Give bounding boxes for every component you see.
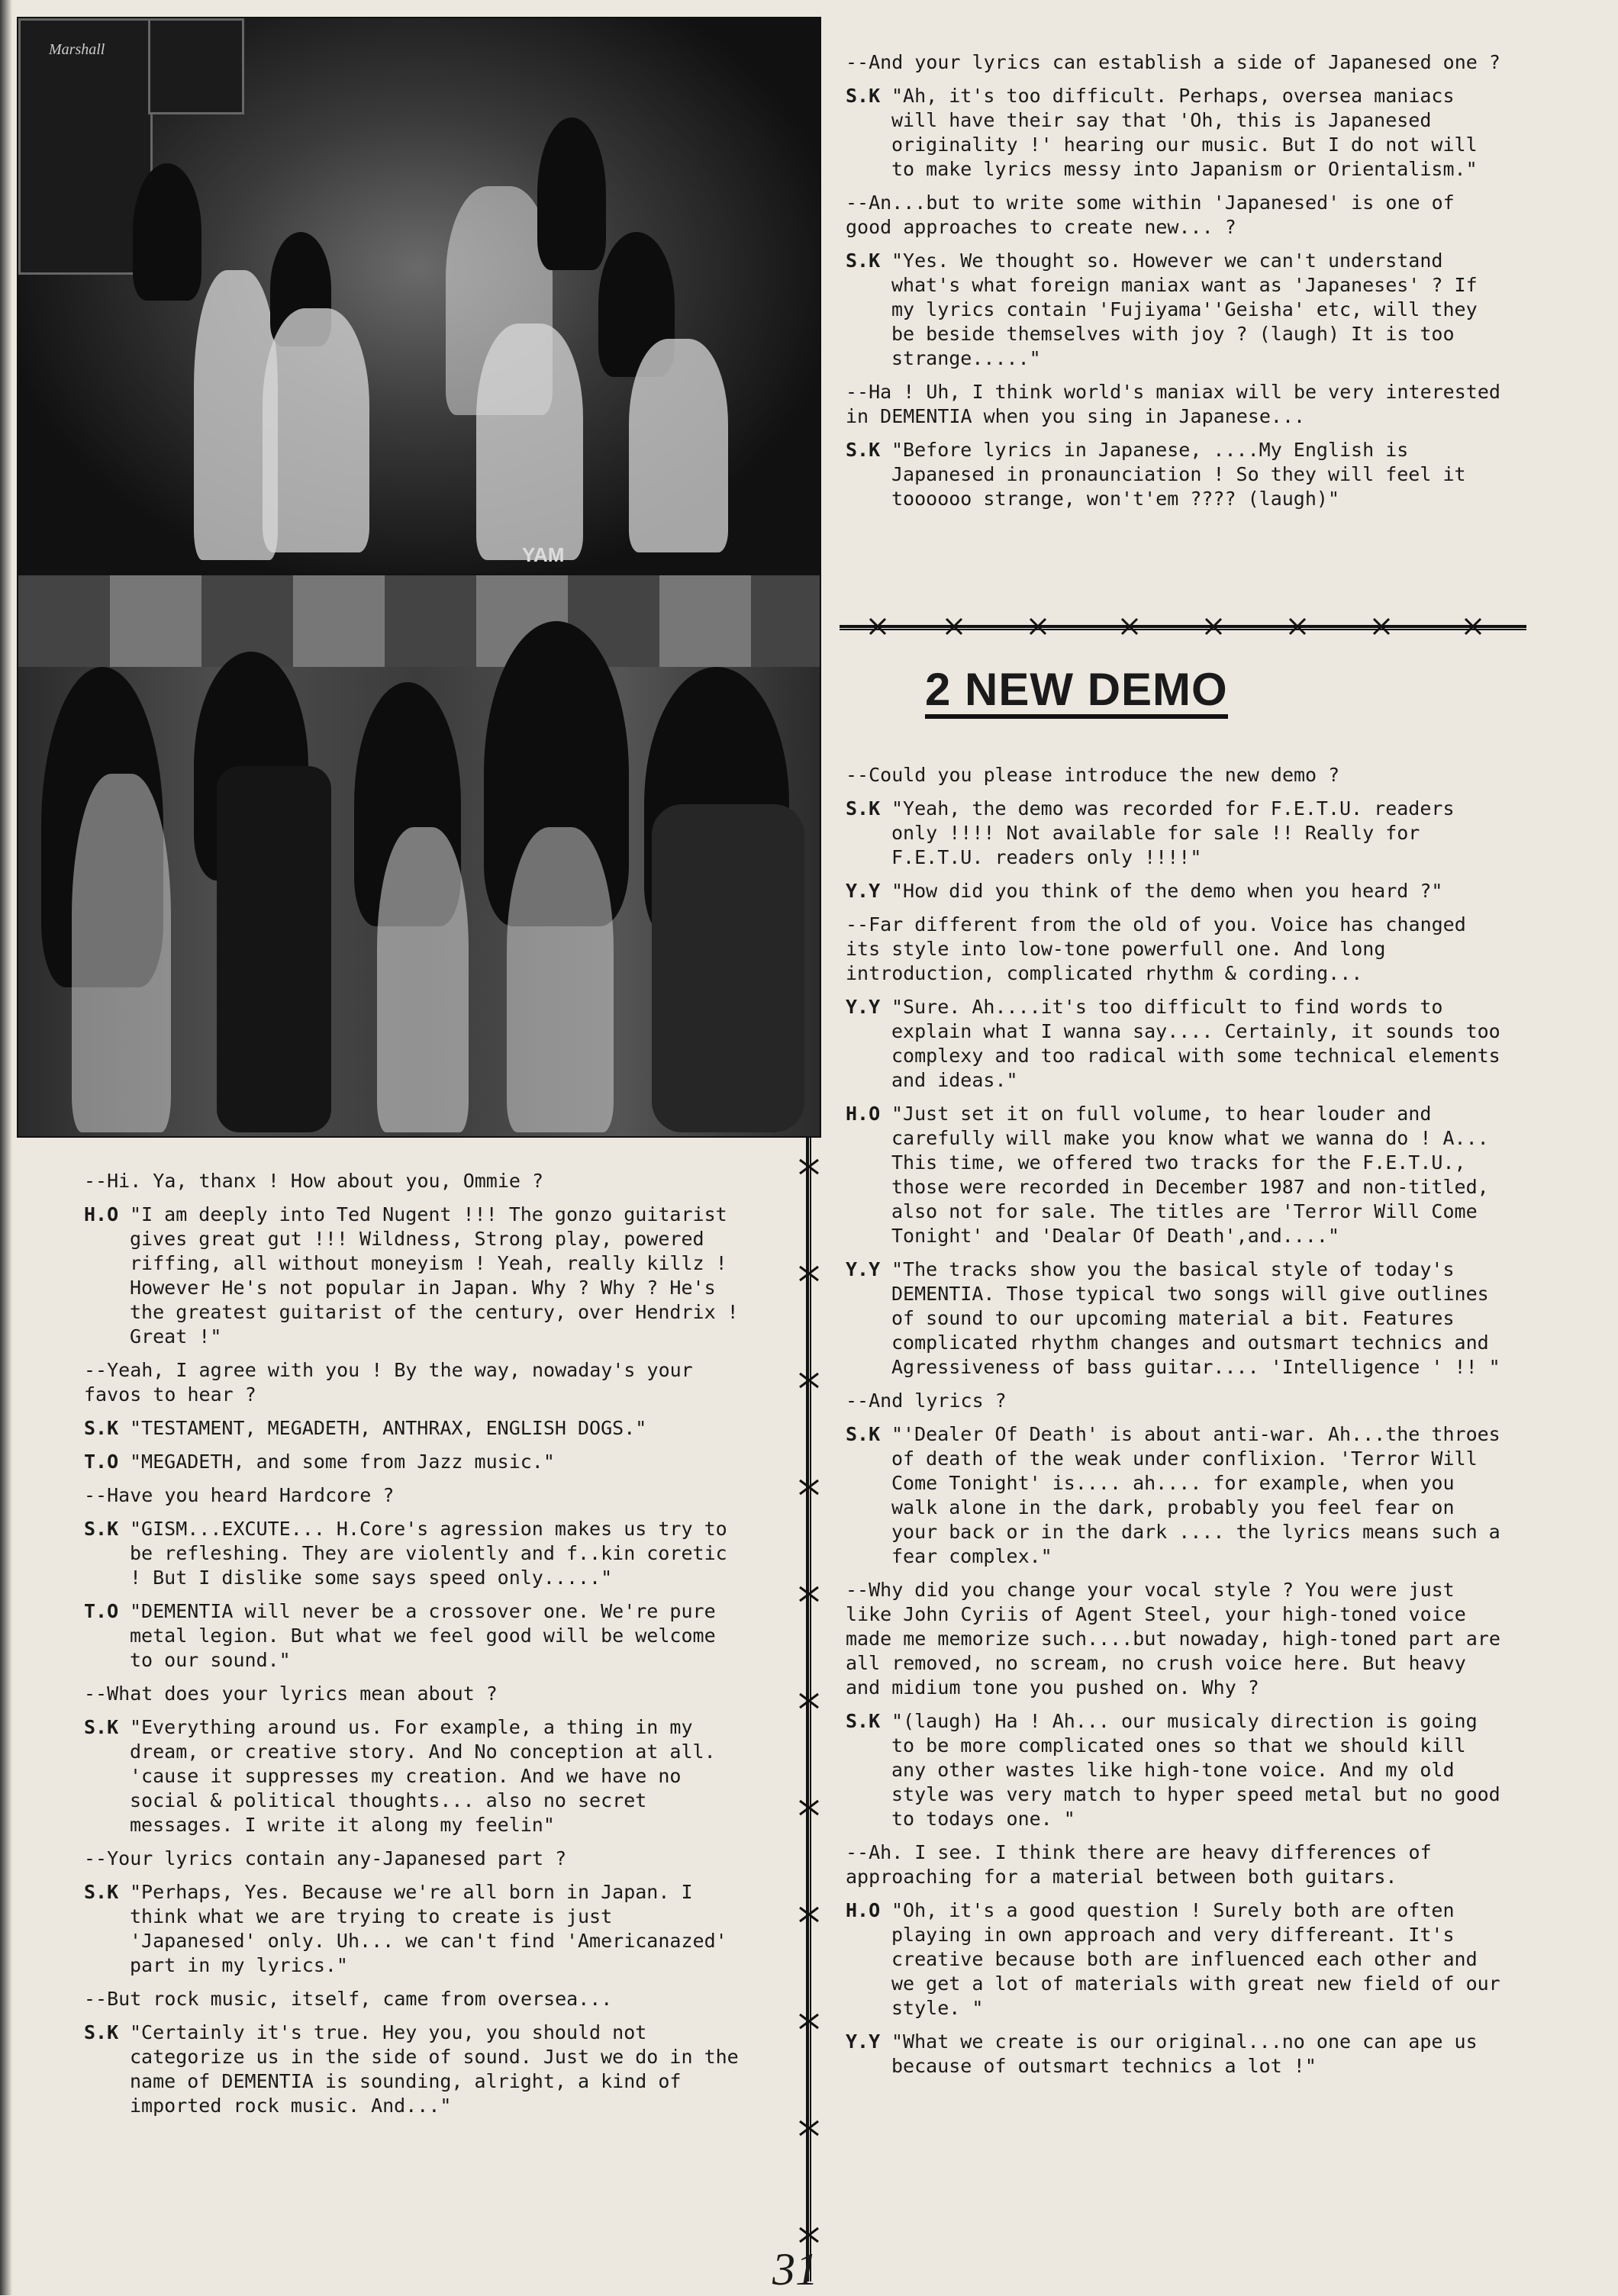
paragraph-text: --Why did you change your vocal style ? You were just like John Cyriis of Agent Steel, your high-toned voice made me memorize such....but nowaday, high-toned part are all removed, no scream, no crush voice here. But heavy and midium tone you pushed on. Why ?	[846, 1579, 1500, 1699]
barbed-wire-divider	[840, 615, 1526, 638]
answer-paragraph	[846, 1709, 1510, 1831]
speaker-initials: S.K	[84, 1518, 119, 1540]
speaker-initials: T.O	[84, 1600, 119, 1622]
answer-paragraph	[84, 1517, 740, 1590]
speaker-initials: Y.Y	[846, 2030, 881, 2053]
paragraph-text: --An...but to write some within 'Japanesed' is one of good approaches to create new... ?	[846, 192, 1455, 238]
paragraph-text: "'Dealer Of Death' is about anti-war. Ah...the throes of death of the weak under conflixion. 'Terror Will Come Tonight' is.... ah.... for example, when you walk alone in the dark, probably you feel fear on your back or in the dark .... the lyrics means such a fear complex."	[891, 1423, 1500, 1567]
paragraph-text: "Everything around us. For example, a thing in my dream, or creative story. And No conception at all. 'cause it suppresses my creation. And we have no social & political thoughts... also no secret messages. I write it along my feelin"	[130, 1716, 716, 1836]
answer-paragraph	[846, 879, 1510, 903]
paragraph-text: "DEMENTIA will never be a crossover one. We're pure metal legion. But what we feel good will be welcome to our sound."	[130, 1600, 716, 1671]
question-paragraph	[84, 1358, 740, 1407]
question-paragraph	[846, 50, 1510, 75]
question-paragraph	[846, 763, 1510, 787]
paragraph-text: "I am deeply into Ted Nugent !!! The gonzo guitarist gives great gut !!! Wildness, Strong play, powered riffing, all without moneyism ! Yeah, really killz ! However He's not popular in Japan. Why ? Why ? He's the greatest guitarist of the century, over Hendrix ! Great !"	[130, 1203, 739, 1348]
answer-paragraph	[846, 1257, 1510, 1380]
backdrop	[18, 575, 820, 667]
question-paragraph	[846, 1840, 1510, 1889]
paragraph-text: "Perhaps, Yes. Because we're all born in Japan. I think what we are trying to create is just 'Japanesed' only. Uh... we can't find 'Americanazed' part in my lyrics."	[130, 1881, 727, 1976]
band-member-body	[652, 804, 804, 1132]
question-paragraph	[84, 1847, 740, 1871]
paragraph-text: "Ah, it's too difficult. Perhaps, oversea maniacs will have their say that 'Oh, this is Japanesed originality !' hearing our music. But I do not will to make lyrics messy into Japanism or Orientalism."	[891, 85, 1478, 180]
paragraph-text: --Have you heard Hardcore ?	[84, 1484, 395, 1506]
musician-figure	[263, 308, 369, 552]
speaker-initials: S.K	[84, 1716, 119, 1738]
speaker-initials: S.K	[846, 797, 881, 820]
band-member-body	[217, 766, 331, 1132]
answer-paragraph	[846, 2030, 1510, 2079]
speaker-initials: Y.Y	[846, 996, 881, 1018]
paragraph-text: --Yeah, I agree with you ! By the way, nowaday's your favos to hear ?	[84, 1359, 693, 1406]
paragraph-text: "What we create is our original...no one can ape us because of outsmart technics a lot !"	[891, 2030, 1478, 2077]
paragraph-text: --Could you please introduce the new demo ?	[846, 764, 1340, 786]
answer-paragraph	[846, 995, 1510, 1093]
speaker-initials: H.O	[84, 1203, 119, 1225]
question-paragraph	[84, 1987, 740, 2011]
paragraph-text: "Yes. We thought so. However we can't understand what's what foreign maniax want as 'Japaneses' ? If my lyrics contain 'Fujiyama''Geisha' etc, will they be beside themselves with joy ? (laugh) It is too strange....."	[891, 250, 1478, 369]
paragraph-text: "The tracks show you the basical style of today's DEMENTIA. Those typical two songs will give outlines of sound to our upcoming material a bit. Features complicated rhythm changes and outsmart technics and Agressiveness of bass guitar.... 'Intelligence ' !! "	[891, 1258, 1500, 1378]
speaker-initials: H.O	[846, 1103, 881, 1125]
musician-figure	[629, 339, 728, 552]
speaker-initials: S.K	[84, 2021, 119, 2043]
speaker-initials: S.K	[846, 1710, 881, 1732]
answer-paragraph	[846, 249, 1510, 371]
question-paragraph	[846, 1578, 1510, 1700]
paragraph-text: --And your lyrics can establish a side of Japanesed one ?	[846, 51, 1500, 73]
answer-paragraph	[84, 1203, 740, 1349]
speaker-initials: S.K	[846, 1423, 881, 1445]
paragraph-text: "How did you think of the demo when you heard ?"	[891, 880, 1443, 902]
paragraph-text: "Sure. Ah....it's too difficult to find words to explain what I wanna say.... Certainly, it sounds too complexy and too radical with some technical elements and ideas."	[891, 996, 1500, 1091]
speaker-initials: S.K	[84, 1417, 119, 1439]
band-member-body	[72, 774, 171, 1132]
paragraph-text: "MEGADETH, and some from Jazz music."	[130, 1451, 555, 1473]
page-number: 31	[772, 2244, 818, 2294]
live-stage-photo	[17, 17, 821, 577]
paragraph-text: "TESTAMENT, MEGADETH, ANTHRAX, ENGLISH DOGS."	[130, 1417, 647, 1439]
paragraph-text: "Oh, it's a good question ! Surely both are often playing in own approach and very differeant. It's creative because both are influenced each other and we get a lot of materials with great new field of our style. "	[891, 1899, 1500, 2019]
answer-paragraph	[846, 1422, 1510, 1569]
answer-paragraph	[846, 797, 1510, 870]
section-heading: 2 NEW DEMO	[925, 665, 1228, 719]
paragraph-text: "GISM...EXCUTE... H.Core's agression makes us try to be refleshing. They are violently and f..kin coretic ! But I dislike some says speed only....."	[130, 1518, 727, 1589]
band-member-body	[507, 827, 614, 1132]
paragraph-text: "Certainly it's true. Hey you, you should not categorize us in the side of sound. Just we do in the name of DEMENTIA is sounding, alright, a kind of imported rock music. And..."	[130, 2021, 739, 2117]
paragraph-text: --Hi. Ya, thanx ! How about you, Ommie ?	[84, 1170, 544, 1192]
speaker-initials: S.K	[846, 439, 881, 461]
answer-paragraph	[84, 2021, 740, 2118]
answer-paragraph	[84, 1599, 740, 1673]
question-paragraph	[846, 1389, 1510, 1413]
barbed-wire-vertical	[794, 1137, 824, 2282]
band-group-photo	[17, 574, 821, 1138]
paragraph-text: --But rock music, itself, came from oversea...	[84, 1988, 613, 2010]
paragraph-text: --And lyrics ?	[846, 1390, 1007, 1412]
paragraph-text: "Before lyrics in Japanese, ....My English is Japanesed in pronaunciation ! So they will feel it toooooo strange, won't'em ???? (laugh)"	[891, 439, 1466, 510]
answer-paragraph	[846, 1102, 1510, 1248]
speaker-initials: Y.Y	[846, 880, 881, 902]
left-column-interview	[84, 1169, 740, 2127]
question-paragraph	[84, 1483, 740, 1508]
paragraph-text: --Your lyrics contain any-Japanesed part ?	[84, 1847, 567, 1869]
answer-paragraph	[846, 1898, 1510, 2021]
musician-figure	[476, 324, 583, 560]
speaker-initials: Y.Y	[846, 1258, 881, 1280]
answer-paragraph	[846, 84, 1510, 182]
paragraph-text: "Yeah, the demo was recorded for F.E.T.U. readers only !!!! Not available for sale !! Really for F.E.T.U. readers only !!!!"	[891, 797, 1455, 868]
paragraph-text: "Just set it on full volume, to hear louder and carefully will make you know what we wanna do ! A... This time, we offered two tracks for the F.E.T.U., those were recorded in December 1987 and non-titled, also not for sale. The titles are 'Terror Will Come Tonight' and 'Dealar Of Death',and...."	[891, 1103, 1489, 1247]
binding-edge	[0, 0, 12, 2295]
answer-paragraph	[84, 1450, 740, 1474]
speaker-initials: S.K	[84, 1881, 119, 1903]
musician-silhouette	[133, 163, 201, 301]
speaker-initials: H.O	[846, 1899, 881, 1921]
stage-logo-text: YAM	[522, 543, 565, 566]
question-paragraph	[84, 1682, 740, 1706]
question-paragraph	[846, 913, 1510, 986]
question-paragraph	[846, 191, 1510, 240]
speaker-initials: S.K	[846, 85, 881, 107]
paragraph-text: --Ha ! Uh, I think world's maniax will be very interested in DEMENTIA when you sing in Japanese...	[846, 381, 1500, 427]
musician-silhouette	[537, 118, 606, 270]
answer-paragraph	[84, 1715, 740, 1837]
paragraph-text: "(laugh) Ha ! Ah... our musicaly direction is going to be more complicated ones so that we should kill any other wastes like high-tone voice. And my old style was very match to hyper speed metal but no good to todays one. "	[891, 1710, 1500, 1830]
question-paragraph	[84, 1169, 740, 1193]
paragraph-text: --Far different from the old of you. Voice has changed its style into low-tone powerfull one. And long introduction, complicated rhythm & cording...	[846, 913, 1466, 984]
right-column-interview	[846, 50, 1510, 520]
question-paragraph	[846, 380, 1510, 429]
speaker-initials: T.O	[84, 1451, 119, 1473]
paragraph-text: --Ah. I see. I think there are heavy differences of approaching for a material between both guitars.	[846, 1841, 1432, 1888]
amp-brand-text: Marshall	[49, 41, 105, 58]
new-demo-interview	[846, 763, 1510, 2088]
answer-paragraph	[84, 1880, 740, 1978]
answer-paragraph	[84, 1416, 740, 1441]
band-member-body	[377, 827, 469, 1132]
amp-head	[148, 18, 244, 114]
paragraph-text: --What does your lyrics mean about ?	[84, 1683, 498, 1705]
answer-paragraph	[846, 438, 1510, 511]
speaker-initials: S.K	[846, 250, 881, 272]
